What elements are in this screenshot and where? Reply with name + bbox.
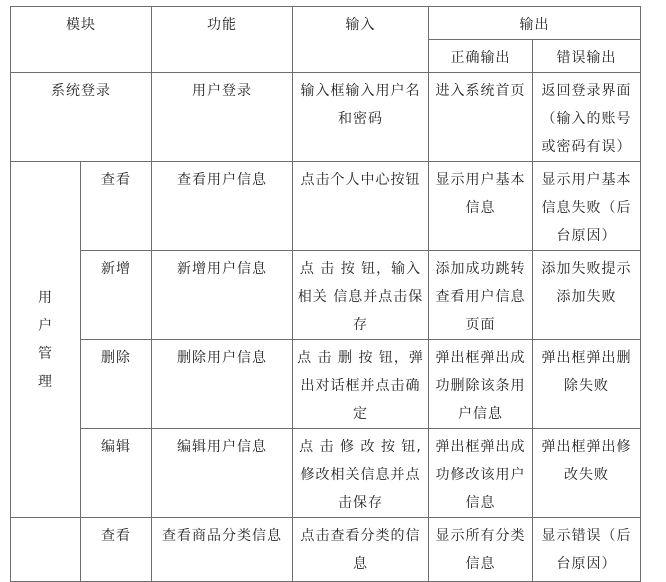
sub-module-cell: 查看 <box>81 162 152 251</box>
module-cell <box>11 518 81 582</box>
group-module-cell <box>11 162 81 518</box>
table-row <box>11 73 641 162</box>
sub-module-cell: 删除 <box>81 340 152 429</box>
function-cell: 新增用户信息 <box>152 251 293 340</box>
header-correct-output: 正确输出 <box>429 40 533 73</box>
function-cell: 删除用户信息 <box>152 340 293 429</box>
correct-output-cell: 弹出框弹出成功修改该用户信息 <box>429 429 533 518</box>
correct-output-cell: 添加成功跳转查看用户信息页面 <box>429 251 533 340</box>
sub-module-cell: 编辑 <box>81 429 152 518</box>
table-row <box>11 429 641 518</box>
group-module-label: 用户管理 <box>38 289 53 390</box>
input-cell: 点 击 删 按 钮，弹出对话框并点击确定 <box>293 340 429 429</box>
correct-output-cell: 显示所有分类信息 <box>429 518 533 582</box>
header-module: 模块 <box>11 7 152 73</box>
table-row <box>11 340 641 429</box>
header-output: 输出 <box>429 7 641 40</box>
table-row <box>11 518 641 582</box>
input-cell: 点击查看分类的信息 <box>293 518 429 582</box>
sub-module-cell: 新增 <box>81 251 152 340</box>
header-error-output: 错误输出 <box>533 40 641 73</box>
error-output-cell: 添加失败提示添加失败 <box>533 251 641 340</box>
function-cell: 用户登录 <box>152 73 293 162</box>
input-cell: 输入框输入用户名和密码 <box>293 73 429 162</box>
table-row <box>11 162 641 251</box>
input-cell: 点击个人中心按钮 <box>293 162 429 251</box>
error-output-cell: 弹出框弹出删除失败 <box>533 340 641 429</box>
test-case-table <box>10 6 641 582</box>
header-input: 输入 <box>293 7 429 73</box>
function-cell: 查看商品分类信息 <box>152 518 293 582</box>
input-cell: 点 击 按 钮，输入相关 信息并点击保存 <box>293 251 429 340</box>
sub-module-cell: 查看 <box>81 518 152 582</box>
table-row <box>11 251 641 340</box>
function-cell: 查看用户信息 <box>152 162 293 251</box>
header-row <box>11 7 641 40</box>
module-cell: 系统登录 <box>11 73 152 162</box>
correct-output-cell: 进入系统首页 <box>429 73 533 162</box>
correct-output-cell: 弹出框弹出成功删除该条用户信息 <box>429 340 533 429</box>
function-cell: 编辑用户信息 <box>152 429 293 518</box>
header-function: 功能 <box>152 7 293 73</box>
error-output-cell: 弹出框弹出修改失败 <box>533 429 641 518</box>
error-output-cell: 显示错误（后台原因） <box>533 518 641 582</box>
correct-output-cell: 显示用户基本信息 <box>429 162 533 251</box>
error-output-cell: 显示用户基本信息失败（后台原因） <box>533 162 641 251</box>
error-output-cell: 返回登录界面（输入的账号或密码有误） <box>533 73 641 162</box>
input-cell: 点 击 修 改 按 钮,修改相关信息并点击保存 <box>293 429 429 518</box>
